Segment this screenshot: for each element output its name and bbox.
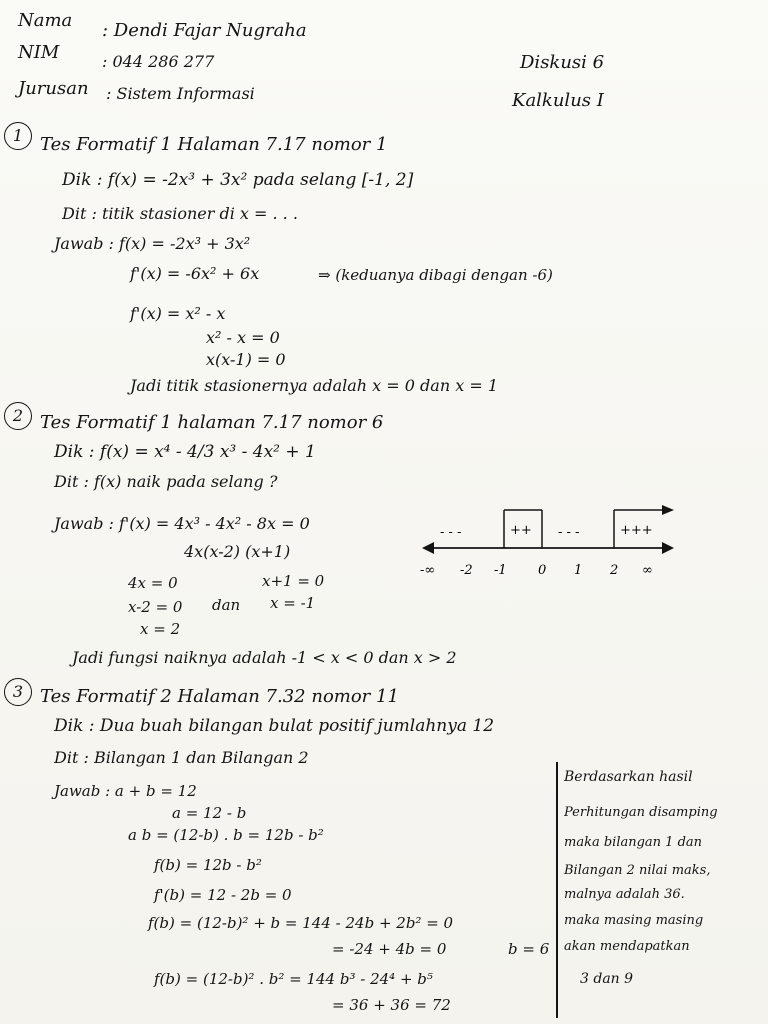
problem1-jawab3: f'(x) = x² - x — [130, 304, 226, 323]
problem3-l9: = 36 + 36 = 72 — [332, 996, 451, 1014]
side-note-line: maka bilangan 1 dan — [564, 835, 703, 850]
problem3-l7: = -24 + 4b = 0 — [332, 940, 447, 958]
tick-0: 0 — [538, 563, 547, 578]
right-arrow-icon — [662, 542, 674, 554]
tick-neg-inf: -∞ — [420, 563, 436, 578]
problem2-root1b: x+1 = 0 — [262, 572, 325, 590]
nama-label: Nama — [18, 10, 73, 31]
sign-number-line — [420, 500, 680, 590]
divider-line — [556, 762, 558, 1018]
nim-label: NIM — [18, 42, 60, 63]
problem1-jawab2: f'(x) = -6x² + 6x — [130, 264, 260, 283]
side-note-line: Perhitungan disamping — [564, 805, 718, 820]
jurusan-value: : Sistem Informasi — [106, 84, 255, 103]
problem2-root2b: x = -1 — [270, 594, 316, 612]
side-note-line: malnya adalah 36. — [564, 887, 685, 902]
sign-neg-1: - - - — [440, 525, 462, 540]
problem1-number: 1 — [4, 122, 32, 150]
problem2-root1a: 4x = 0 — [128, 574, 178, 592]
problem2-conclusion: Jadi fungsi naiknya adalah -1 < x < 0 dan x > 2 — [72, 648, 457, 667]
jurusan-label: Jurusan — [18, 78, 89, 99]
sign-neg-2: - - - — [558, 525, 580, 540]
problem1-dik: Dik : f(x) = -2x³ + 3x² pada selang [-1, 2] — [62, 170, 414, 190]
problem2-heading: Tes Formatif 1 halaman 7.17 nomor 6 — [40, 412, 384, 433]
problem2-root2a: x-2 = 0 — [128, 598, 183, 616]
problem1-note: ⇒ (keduanya dibagi dengan -6) — [318, 266, 553, 284]
nama-value: : Dendi Fajar Nugraha — [102, 20, 307, 41]
problem1-dit: Dit : titik stasioner di x = . . . — [62, 204, 298, 223]
tick-2: 2 — [610, 563, 619, 578]
tick-1: 1 — [574, 563, 583, 578]
problem3-heading: Tes Formatif 2 Halaman 7.32 nomor 11 — [40, 686, 399, 707]
problem2-dik: Dik : f(x) = x⁴ - 4/3 x³ - 4x² + 1 — [54, 442, 316, 462]
problem3-dik: Dik : Dua buah bilangan bulat positif jumlahnya 12 — [54, 716, 495, 736]
top-arrow-icon — [662, 505, 674, 515]
sign-pos-2: +++ — [620, 523, 653, 538]
side-note-line: Bilangan 2 nilai maks, — [564, 863, 711, 878]
problem1-heading: Tes Formatif 1 Halaman 7.17 nomor 1 — [40, 134, 388, 155]
title-line2: Kalkulus I — [512, 90, 604, 111]
sign-pos-1: ++ — [510, 523, 532, 538]
tick-inf: ∞ — [642, 563, 653, 578]
side-note-line: 3 dan 9 — [580, 971, 634, 987]
problem2-root2-dan: dan — [212, 596, 241, 614]
title-line1: Diskusi 6 — [520, 52, 605, 73]
side-note-line: maka masing masing — [564, 913, 704, 928]
problem3-l5: f'(b) = 12 - 2b = 0 — [154, 886, 292, 904]
tick-neg1: -1 — [494, 563, 507, 578]
problem3-l3: a b = (12-b) . b = 12b - b² — [128, 826, 324, 844]
side-note-line: akan mendapatkan — [564, 939, 690, 954]
tick-neg2: -2 — [460, 563, 473, 578]
left-arrow-icon — [422, 542, 434, 554]
problem2-jawab2: 4x(x-2) (x+1) — [184, 542, 291, 561]
problem3-l4: f(b) = 12b - b² — [154, 856, 262, 874]
problem1-jawab4: x² - x = 0 — [206, 328, 280, 347]
problem3-l6: f(b) = (12-b)² + b = 144 - 24b + 2b² = 0 — [148, 914, 454, 932]
problem2-root3: x = 2 — [140, 620, 181, 638]
problem2-dit: Dit : f(x) naik pada selang ? — [54, 472, 278, 491]
problem3-dit: Dit : Bilangan 1 dan Bilangan 2 — [54, 748, 309, 767]
problem2-number: 2 — [4, 402, 32, 430]
problem3-l1: Jawab : a + b = 12 — [54, 782, 197, 800]
nim-value: : 044 286 277 — [102, 52, 215, 71]
problem3-l8: f(b) = (12-b)² . b² = 144 b³ - 24⁴ + b⁵ — [154, 970, 433, 988]
problem3-l2: a = 12 - b — [172, 804, 247, 822]
problem1-jawab1: Jawab : f(x) = -2x³ + 3x² — [54, 234, 251, 253]
problem1-jawab5: x(x-1) = 0 — [206, 350, 286, 369]
problem3-l7b: b = 6 — [508, 940, 550, 958]
problem3-number: 3 — [4, 678, 32, 706]
side-note-line: Berdasarkan hasil — [564, 769, 693, 785]
problem1-conclusion: Jadi titik stasionernya adalah x = 0 dan x = 1 — [130, 376, 498, 395]
problem2-jawab1: Jawab : f'(x) = 4x³ - 4x² - 8x = 0 — [54, 514, 310, 533]
